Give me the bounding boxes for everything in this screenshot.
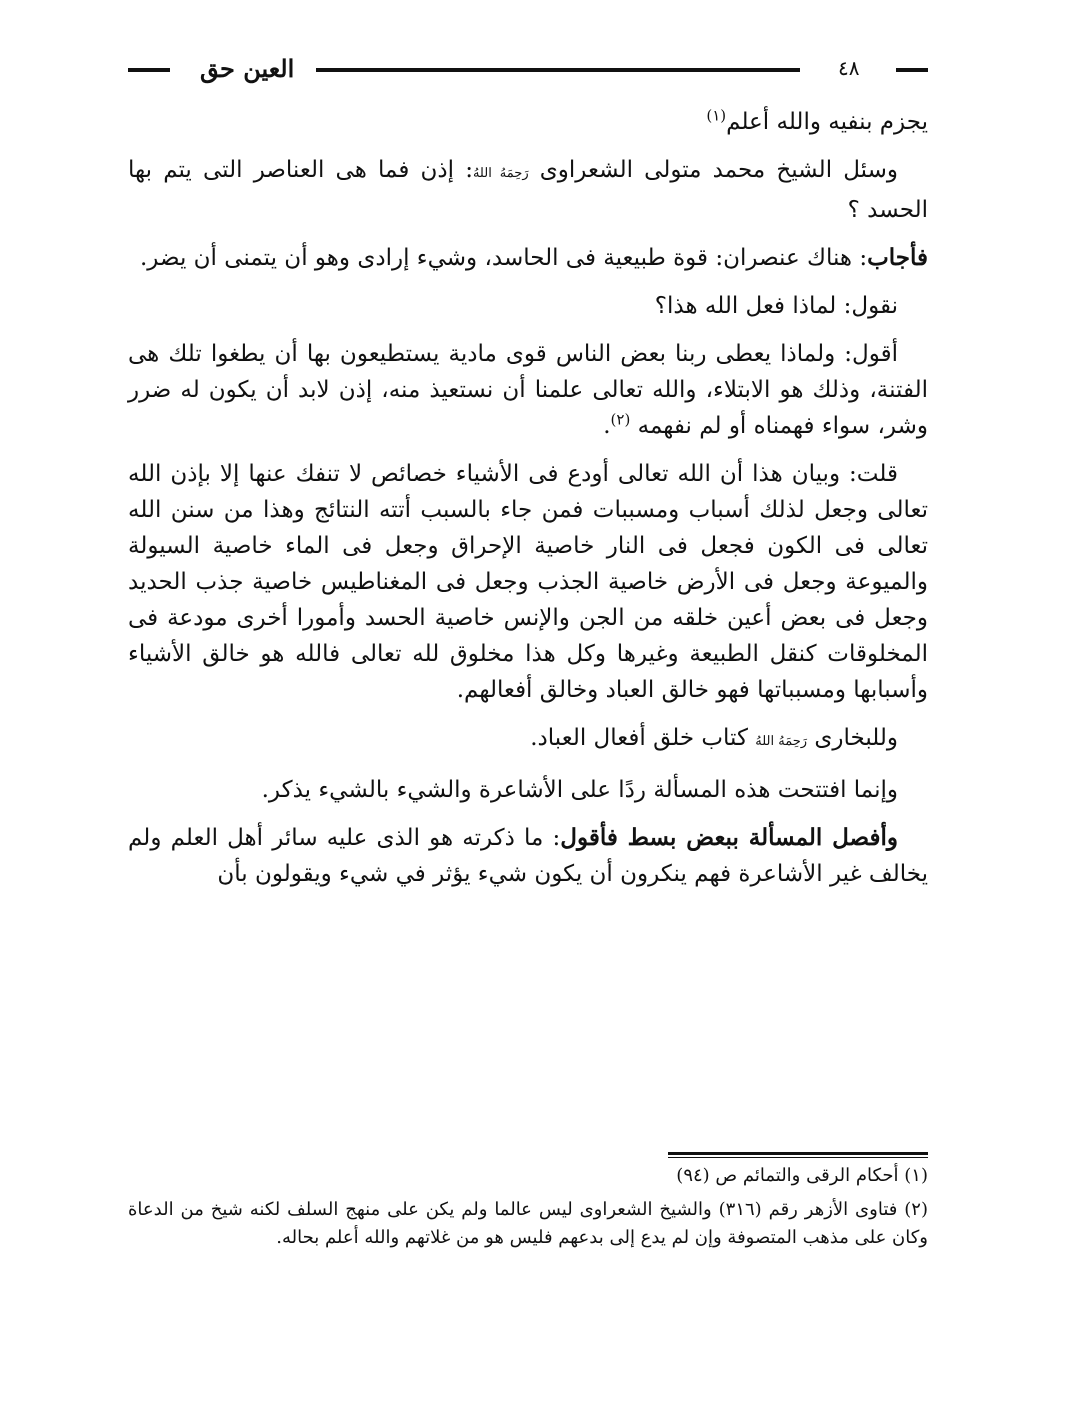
footnotes	[128, 1162, 928, 1258]
paragraph-6: قلت: وبيان هذا أن الله تعالى أودع فى الأشياء خصائص لا تنفك عنها إلا بإذن الله تعالى وجعل لذلك أسباب ومسببات فمن جاء بالسبب أتته النتائج وهذا من سنن الله تعالى فى الكون فجعل فى النار خاصية الإحراق وجعل فى الماء خاصية السيولة والميوعة وجعل فى الأرض خاصية الجذب وجعل فى المغناطيس خاصية جذب الحديد وجعل فى بعض أعين خلقه من الجن والإنس خاصية الحسد وأمورا أخرى مودعة فى المخلوقات كنقل الطبيعة وغيرها وكل هذا مخلوق لله تعالى فالله هو خالق الأشياء وأسبابها ومسبباتها فهو خالق العباد وخالق أفعالهم.	[128, 461, 928, 703]
header-rule-left	[128, 68, 170, 72]
running-title: العين حق	[200, 54, 295, 83]
footnote-2: (٢) فتاوى الأزهر رقم (٣١٦) والشيخ الشعراوى ليس عالما ولم يكن على منهج السلف لكنه شيخ من الدعاة وكان على مذهب المتصوفة وإن لم يدع إلى بدعهم فليس هو من غلاتهم والله أعلم بحاله.	[128, 1199, 928, 1248]
paragraph-7-start: وللبخارى	[807, 725, 898, 751]
paragraph-2	[128, 152, 928, 228]
paragraph-9-lead: وأفصل المسألة ببعض بسط فأقول	[560, 824, 898, 851]
paragraph-5	[128, 336, 928, 444]
paragraph-5-text: أقول: ولماذا يعطى ربنا بعض الناس قوى مادية يستطيعون بها أن يطغوا تلك هى الفتنة، وذلك هو الابتلاء، والله تعالى علمنا أن نستعيذ منه، إذن لابد أن يكون له ضرر وشر، سواء فهمناه أو لم نفهمه	[128, 341, 928, 439]
body-text	[128, 104, 928, 904]
footnote-ref-2: (٢)	[610, 410, 631, 429]
header-rule-right	[896, 68, 928, 72]
paragraph-5-end: .	[603, 413, 611, 439]
paragraph-2-start: وسئل الشيخ محمد متولى الشعراوى	[528, 157, 898, 183]
paragraph-1-text: يجزم بنفيه والله أعلم	[726, 109, 928, 135]
paragraph-8: وإنما افتتحت هذه المسألة ردًا على الأشاعرة والشيء بالشيء يذكر.	[261, 777, 898, 803]
paragraph-1	[128, 104, 928, 140]
paragraph-4: نقول: لماذا فعل الله هذا؟	[654, 293, 898, 319]
paragraph-7	[128, 720, 928, 760]
footnote-rule	[668, 1152, 928, 1158]
paragraph-9	[128, 820, 928, 892]
paragraph-9-text: : ما ذكرته هو الذى عليه سائر أهل العلم ولم يخالف غير الأشاعرة فهم ينكرون أن يكون شيء يؤثر في شيء ويقولون بأن	[128, 825, 928, 887]
footnote-1: (١) أحكام الرقى والتمائم ص (٩٤)	[676, 1165, 928, 1186]
paragraph-7-end: كتاب خلق أفعال العباد.	[530, 725, 756, 751]
paragraph-3-lead: فأجاب	[867, 244, 928, 271]
honorific-mark-2: رَحِمَهُ اللهُ	[755, 734, 808, 749]
paragraph-3	[128, 240, 928, 276]
header-rule-middle	[316, 68, 800, 72]
paragraph-2-end: : إذن فما هى العناصر التى يتم بها الحسد ؟	[128, 157, 928, 223]
honorific-mark: رَحِمَهُ اللهُ	[472, 166, 529, 181]
running-head	[128, 54, 928, 90]
page-number: ٤٨	[838, 56, 860, 80]
paragraph-3-text: : هناك عنصران: قوة طبيعية فى الحاسد، وشيء إرادى وهو أن يتمنى أن يضر.	[140, 245, 868, 271]
footnote-ref-1: (١)	[706, 106, 727, 125]
